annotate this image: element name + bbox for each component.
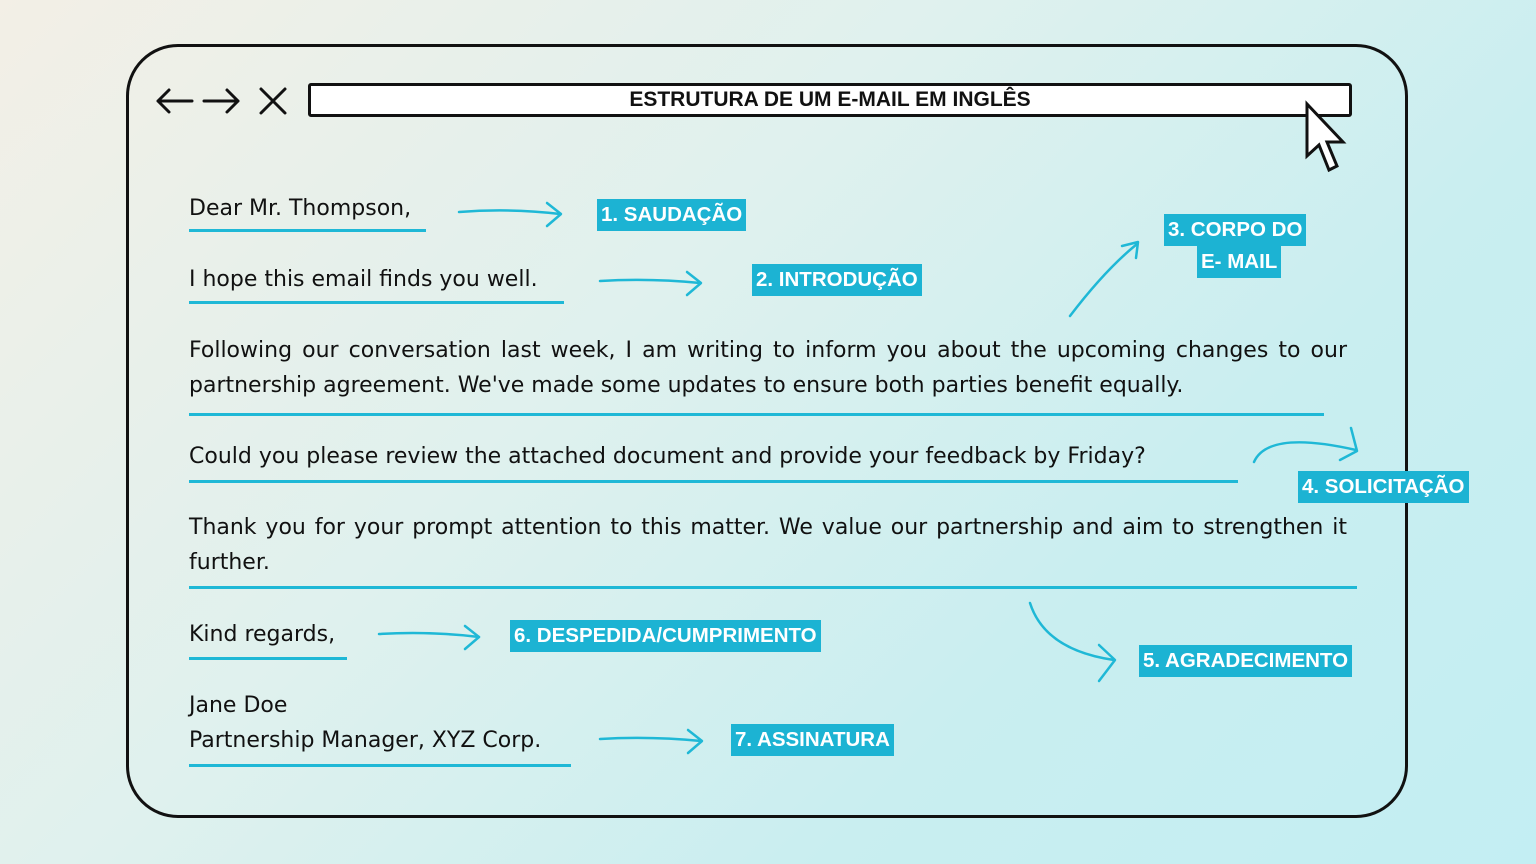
- label-saudacao: 1. SAUDAÇÃO: [597, 199, 746, 231]
- label-introducao: 2. INTRODUÇÃO: [752, 264, 922, 296]
- arrow-corpo: [1070, 244, 1137, 316]
- arrow-assinatura: [600, 738, 701, 741]
- arrow-agradecimento: [1030, 603, 1114, 660]
- arrow-despedida: [379, 633, 479, 637]
- signature-title: Partnership Manager, XYZ Corp.: [189, 728, 542, 753]
- email-request: Could you please review the attached document and provide your feedback by Friday?: [189, 444, 1146, 469]
- email-closing: Kind regards,: [189, 622, 336, 647]
- signature-name: Jane Doe: [189, 693, 288, 718]
- email-salutation: Dear Mr. Thompson,: [189, 196, 412, 221]
- label-corpo-line2: E- MAIL: [1197, 246, 1281, 278]
- address-bar-title: ESTRUTURA DE UM E-MAIL EM INGLÊS: [308, 83, 1352, 117]
- arrow-introducao: [600, 280, 700, 283]
- label-corpo-line1: 3. CORPO DO: [1164, 214, 1306, 246]
- label-despedida: 6. DESPEDIDA/CUMPRIMENTO: [510, 620, 821, 652]
- email-introduction: I hope this email finds you well.: [189, 267, 538, 292]
- email-body: Following our conversation last week, I am writing to inform you about the upcoming changes to our partnership agreement. We've made some updates to ensure both parties benefit equally.: [189, 338, 1347, 398]
- label-agradecimento: 5. AGRADECIMENTO: [1139, 645, 1352, 677]
- label-assinatura: 7. ASSINATURA: [731, 724, 894, 756]
- arrow-saudacao: [459, 210, 560, 214]
- label-solicitacao: 4. SOLICITAÇÃO: [1298, 471, 1469, 503]
- email-thanks: Thank you for your prompt attention to this matter. We value our partnership and aim to strengthen it further.: [189, 515, 1347, 575]
